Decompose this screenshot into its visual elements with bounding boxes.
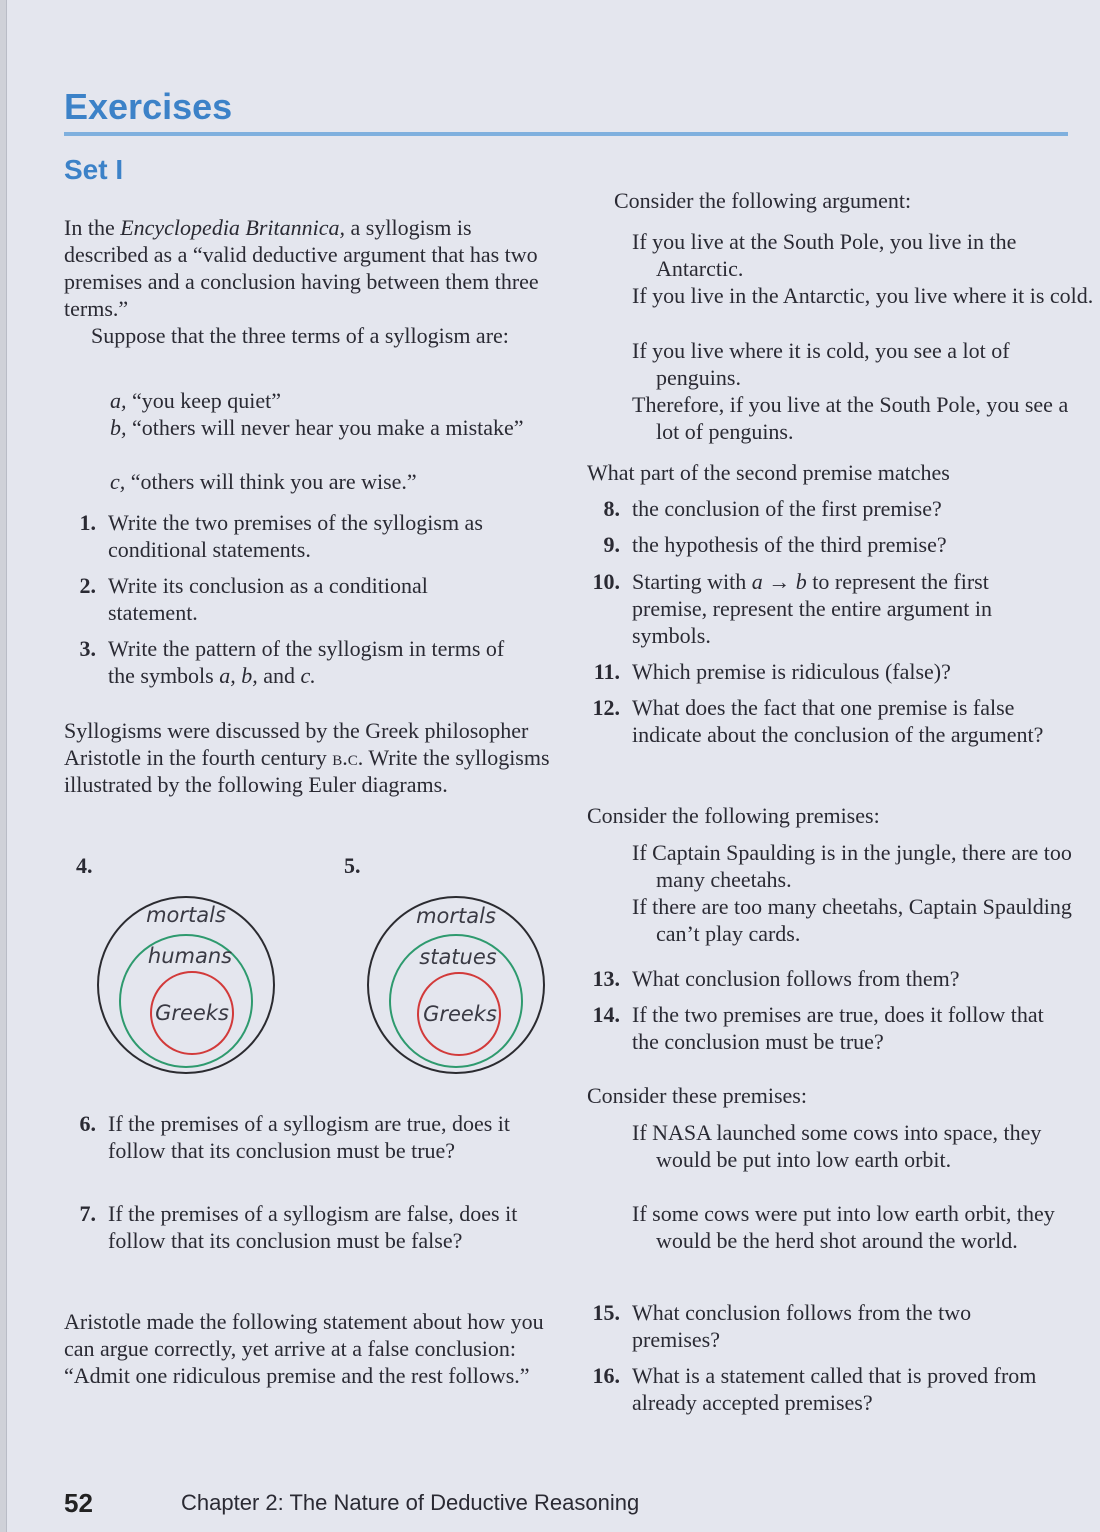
label-inner: Greeks bbox=[423, 1002, 497, 1026]
label-outer: mortals bbox=[146, 903, 226, 927]
figure-4-label: 4. bbox=[76, 853, 93, 878]
argument-2-line-1: If Captain Spaulding is in the jungle, there are too many cheetahs. bbox=[632, 840, 1072, 892]
title-rule bbox=[64, 132, 1068, 136]
question-11: 11. Which premise is ridiculous (false)? bbox=[593, 659, 951, 684]
page-number: 52 bbox=[64, 1488, 93, 1518]
argument-1-line-4: Therefore, if you live at the South Pole, you see a lot of penguins. bbox=[632, 392, 1069, 444]
label-middle: humans bbox=[147, 944, 233, 968]
argument-1-line-3: If you live where it is cold, you see a lot of penguins. bbox=[632, 338, 1010, 390]
argument-1-line-2: If you live in the Antarctic, you live where it is cold. bbox=[632, 283, 1094, 308]
page-edge bbox=[0, 0, 7, 1532]
question-7: 7. If the premises of a syllogism are false, does it follow that its conclusion must be false? bbox=[79, 1201, 518, 1253]
term-c: c, “others will think you are wise.” bbox=[110, 469, 417, 494]
page-title: Exercises bbox=[64, 86, 233, 127]
term-a: a, “you keep quiet” bbox=[110, 388, 282, 413]
argument-2-line-2: If there are too many cheetahs, Captain Spaulding can’t play cards. bbox=[632, 894, 1072, 946]
question-1: 1. Write the two premises of the syllogism as conditional statements. bbox=[79, 510, 483, 562]
question-16: 16. What is a statement called that is proved from already accepted premises? bbox=[592, 1363, 1037, 1415]
question-8: 8. the conclusion of the first premise? bbox=[603, 496, 942, 521]
chapter-footer: Chapter 2: The Nature of Deductive Reasoning bbox=[181, 1490, 640, 1515]
question-3: 3. Write the pattern of the syllogism in terms of the symbols a, b, and c. bbox=[79, 636, 505, 688]
question-14: 14. If the two premises are true, does it follow that the conclusion must be true? bbox=[592, 1002, 1044, 1054]
term-b: b, “others will never hear you make a mistake” bbox=[110, 415, 524, 440]
intro-paragraph-3: Syllogisms were discussed by the Greek philosopher Aristotle in the fourth century b.c. Write the syllogisms illustrated by the following Euler diagrams. bbox=[64, 718, 550, 797]
question-6: 6. If the premises of a syllogism are true, does it follow that its conclusion must be true? bbox=[79, 1111, 511, 1163]
argument-1-line-1: If you live at the South Pole, you live in the Antarctic. bbox=[632, 229, 1017, 281]
argument-1-question: What part of the second premise matches bbox=[587, 460, 950, 485]
question-12: 12. What does the fact that one premise is false indicate about the conclusion of the argument? bbox=[592, 695, 1044, 747]
question-2: 2. Write its conclusion as a conditional statement. bbox=[79, 573, 428, 625]
argument-3-line-1: If NASA launched some cows into space, they would be put into low earth orbit. bbox=[632, 1120, 1042, 1172]
label-inner: Greeks bbox=[155, 1001, 229, 1025]
set-heading: Set I bbox=[64, 154, 124, 185]
argument-3-intro: Consider these premises: bbox=[587, 1083, 807, 1108]
question-15: 15. What conclusion follows from the two premises? bbox=[592, 1300, 972, 1352]
euler-diagram-4 bbox=[94, 893, 278, 1077]
intro-paragraph-4: Aristotle made the following statement about how you can argue correctly, yet arrive at a false conclusion: “Admit one ridiculous premise and the rest follows.” bbox=[64, 1309, 544, 1388]
label-outer: mortals bbox=[416, 904, 496, 928]
intro-paragraph-1: In the Encyclopedia Britannica, a syllogism is described as a “valid deductive argument that has two premises and a conclusion having between them three terms.” bbox=[64, 215, 539, 321]
argument-2-intro: Consider the following premises: bbox=[587, 803, 880, 828]
question-9: 9. the hypothesis of the third premise? bbox=[603, 532, 947, 557]
argument-3-line-2: If some cows were put into low earth orbit, they would be the herd shot around the world. bbox=[632, 1201, 1055, 1253]
intro-paragraph-2: Suppose that the three terms of a syllogism are: bbox=[91, 323, 509, 348]
figure-5-label: 5. bbox=[344, 853, 361, 878]
label-middle: statues bbox=[419, 945, 497, 969]
question-13: 13. What conclusion follows from them? bbox=[592, 966, 960, 991]
question-10: 10. Starting with a → b to represent the first premise, represent the entire argument in symbols. bbox=[592, 569, 993, 648]
argument-1-intro: Consider the following argument: bbox=[614, 188, 912, 213]
euler-diagram-5 bbox=[364, 893, 548, 1077]
